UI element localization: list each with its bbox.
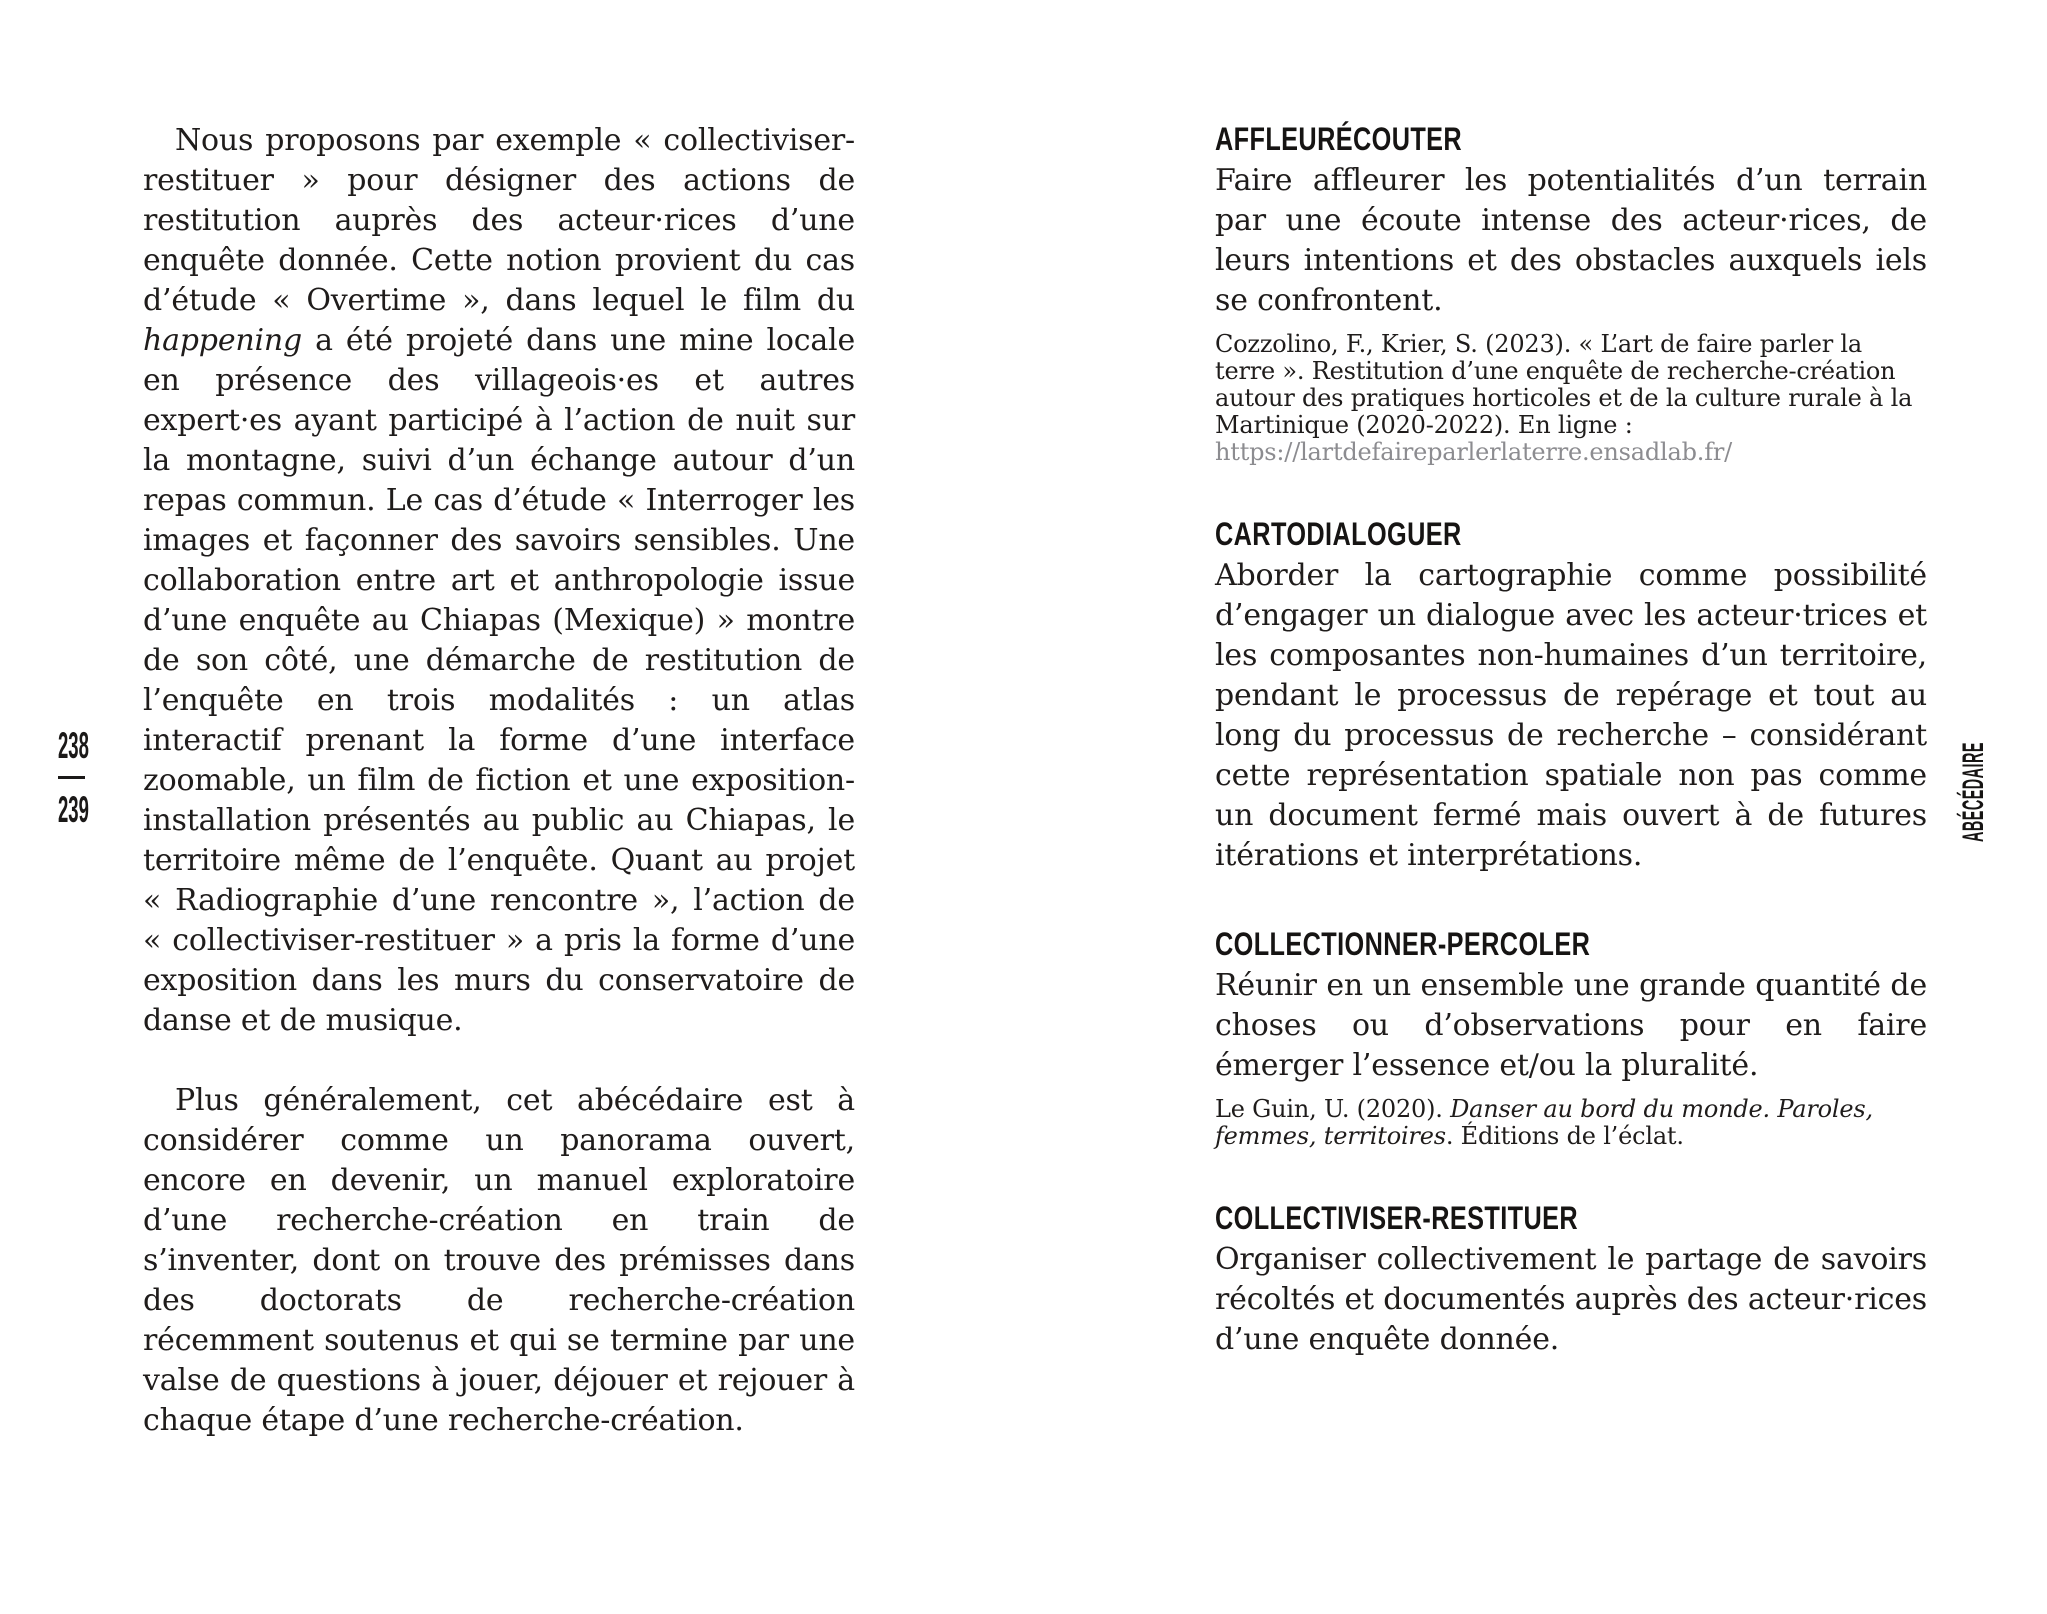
text-run: Cozzolino, F., Krier, S. (2023). « L’art de faire parler la terre ». Restitution d’une enquête de recherche-création autour des pratiques horticoles et de la culture rurale à la Martinique (2020-2022). En ligne : [1215, 330, 1913, 439]
body-paragraph [143, 1081, 855, 1441]
citation-url[interactable]: https://lartdefaireparlerlaterre.ensadlab.fr/ [1215, 438, 1733, 466]
page-number-divider [58, 776, 85, 779]
abecedaire-entry [1215, 1200, 1927, 1360]
italic-text-run: happening [143, 323, 303, 358]
abecedaire-entry [1215, 926, 1927, 1150]
page-number-bottom: 239 [58, 789, 89, 830]
left-text-column [143, 121, 855, 1441]
italic-text-run: Danser au bord du monde. Paroles, femmes, territoires [1215, 1095, 1873, 1150]
entry-term: CARTODIALOGUER [1215, 516, 1462, 552]
entry-definition [1215, 966, 1927, 1086]
text-run: Organiser collectivement le partage de savoirs récoltés et documentés auprès des acteur·rices d’une enquête donnée. [1215, 1242, 1928, 1357]
entry-definition [1215, 1240, 1927, 1360]
abecedaire-entry [1215, 516, 1927, 876]
text-run: Réunir en un ensemble une grande quantité de choses ou d’observations pour en faire émerger l’essence et/ou la pluralité. [1215, 968, 1927, 1083]
entry-term: AFFLEURÉCOUTER [1215, 121, 1463, 157]
entry-definition [1215, 161, 1927, 321]
side-label-abecedaire: ABÉCÉDAIRE [1957, 741, 1990, 843]
entry-term: COLLECTIONNER-PERCOLER [1215, 926, 1591, 962]
text-run: Plus généralement, cet abécédaire est à considérer comme un panorama ouvert, encore en devenir, un manuel exploratoire d’une recherche-création en train de s’inventer, dont on trouve des prémisses dans des doctorats de recherche-création récemment soutenus et qui se termine par une valse de questions à jouer, déjouer et rejouer à chaque étape d’une recherche-création. [143, 1083, 855, 1438]
abecedaire-entry [1215, 121, 1927, 466]
entry-term: COLLECTIVISER-RESTITUER [1215, 1200, 1579, 1236]
entry-citation [1215, 331, 1927, 466]
page-number-top: 238 [58, 725, 89, 766]
body-paragraph [143, 121, 855, 1041]
text-run: Le Guin, U. (2020). [1215, 1095, 1451, 1123]
entry-citation [1215, 1096, 1927, 1150]
page-numbers [58, 727, 120, 828]
text-run: Faire affleurer les potentialités d’un terrain par une écoute intense des acteur·rices, de leurs intentions et des obstacles auxquels iels se confrontent. [1215, 163, 1927, 318]
text-run: . Éditions de l’éclat. [1445, 1122, 1684, 1150]
text-run: Nous proposons par exemple « collectiviser-restituer » pour désigner des actions de restitution auprès des acteur·rices d’une enquête donnée. Cette notion provient du cas d’étude « Overtime », dans lequel le film du [143, 123, 855, 318]
abecedaire-entries [1215, 121, 1927, 1410]
entry-definition [1215, 556, 1927, 876]
text-run: a été projeté dans une mine locale en présence des villageois·es et autres expert·es ayant participé à l’action de nuit sur la montagne, suivi d’un échange autour d’un repas commun. Le cas d’étude « Interroger les images et façonner des savoirs sensibles. Une collaboration entre art et anthropologie issue d’une enquête au Chiapas (Mexique) » montre de son côté, une démarche de restitution de l’enquête en trois modalités : un atlas interactif prenant la forme d’une interface zoomable, un film de fiction et une exposition-installation présentés au public au Chiapas, le territoire même de l’enquête. Quant au projet « Radiographie d’une rencontre », l’action de « collectiviser-restituer » a pris la forme d’une exposition dans les murs du conservatoire de danse et de musique. [143, 323, 855, 1038]
text-run: Aborder la cartographie comme possibilité d’engager un dialogue avec les acteur·trices et les composantes non-humaines d’un territoire, pendant le processus de repérage et tout au long du processus de recherche – considérant cette représentation spatiale non pas comme un document fermé mais ouvert à de futures itérations et interprétations. [1215, 558, 1927, 873]
